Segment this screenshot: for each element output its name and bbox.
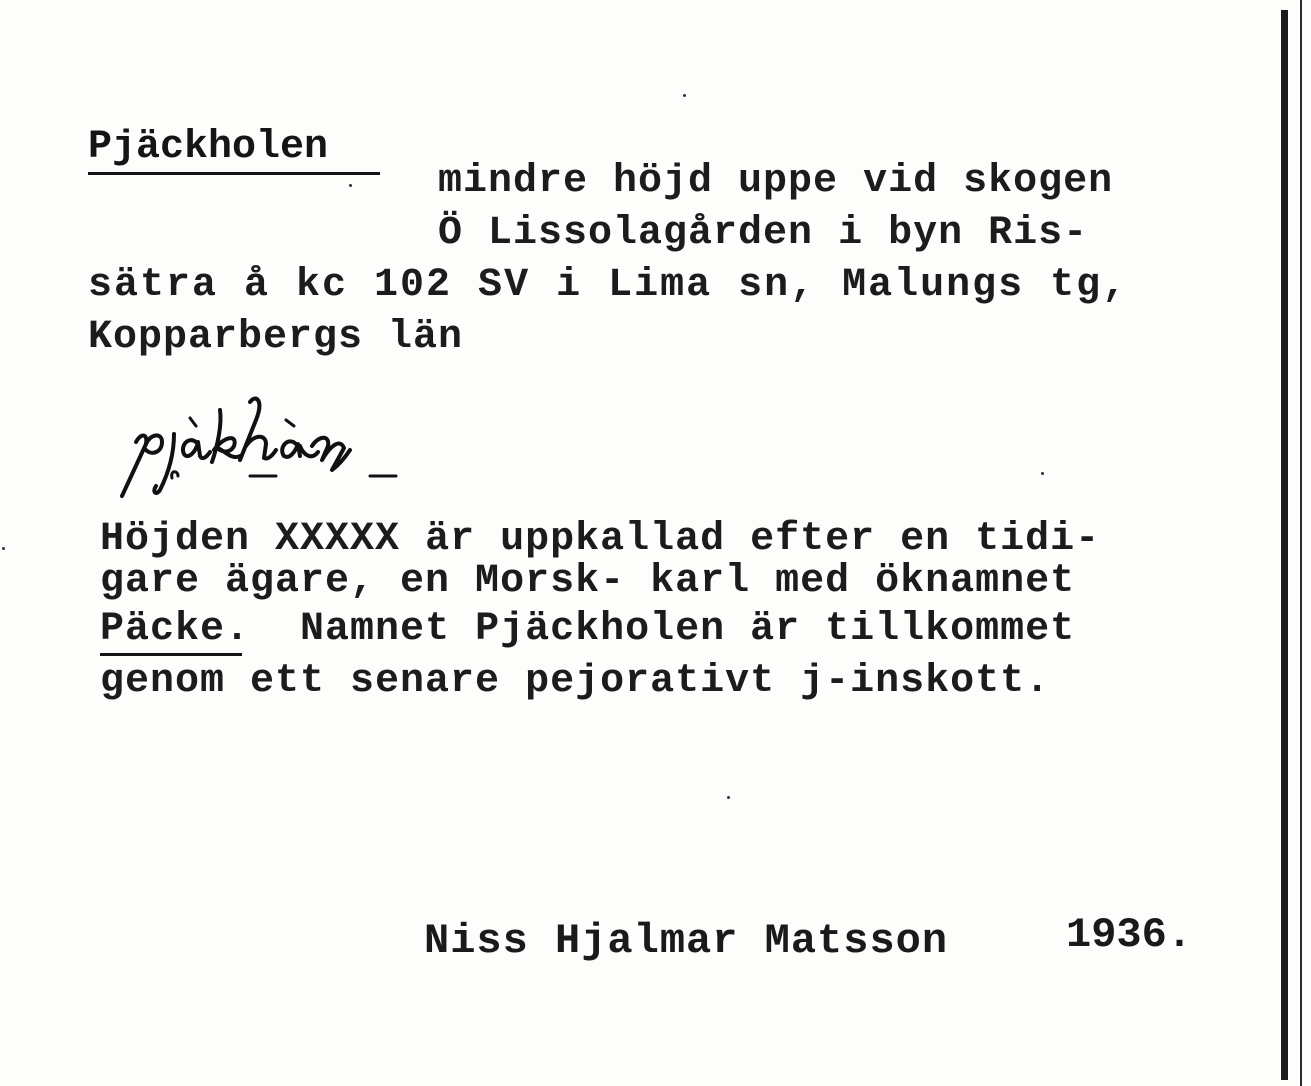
paper-speck [727,796,730,799]
note-line-1-start: Höjden [100,517,276,562]
paper-speck [1041,472,1044,475]
nickname-underline [100,653,242,656]
informant-name: Niss Hjalmar Matsson [424,917,949,965]
handwritten-pronunciation [100,390,460,500]
note-line-3-end: . Namnet Pjäckholen är tillkommet [225,607,1076,652]
card-edge-shadow [1281,10,1288,1080]
note-line-2: gare ägare, en Morsk- karl med öknamnet [100,559,1076,604]
paper-speck [2,547,5,550]
description-line-3: sätra å kc 102 SV i Lima sn, Malungs tg, [88,263,1129,308]
struck-out-word: XXXXX [275,517,401,562]
note-line-3 [100,608,1075,652]
paper-speck [683,94,686,97]
headword: Pjäckholen [88,125,329,170]
record-year: 1936. [1066,911,1193,959]
note-line-1 [100,518,1100,562]
note-line-4: genom ett senare pejorativt j-inskott. [100,659,1051,704]
headword-underline [88,172,380,175]
description-line-2: Ö Lissolagården i byn Ris- [438,211,1089,256]
note-line-1-end: är uppkallad efter en tidi- [400,517,1101,562]
card-edge-line [1300,0,1302,1086]
nickname-underlined: Päcke [100,607,226,652]
description-line-4: Kopparbergs län [88,315,464,360]
description-line-1: mindre höjd uppe vid skogen [438,159,1114,204]
paper-speck [349,184,352,187]
